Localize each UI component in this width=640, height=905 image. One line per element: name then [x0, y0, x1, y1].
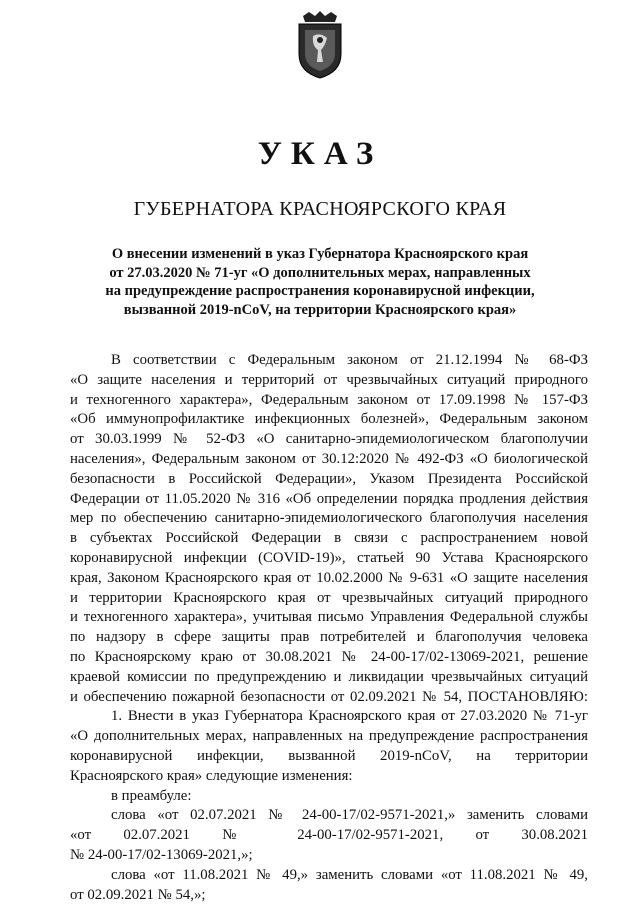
- document-heading: [70, 245, 570, 319]
- body-line: слова «от 02.07.2021 № 24-00-17/02-9571-2021,» заменить словами: [111, 807, 588, 824]
- body-line: от 02.09.2021 № 54,»;: [70, 886, 206, 903]
- document-body: [70, 351, 588, 905]
- body-line: и территории Красноярского края от чрезвычайных ситуаций природного: [70, 589, 588, 606]
- body-line: безопасности в Российской Федерации», Указом Президента Российской: [70, 470, 588, 487]
- body-line: слова «от 11.08.2021 № 49,» заменить словами «от 11.08.2021 № 49,: [111, 866, 588, 883]
- body-line: по надзору в сфере защиты прав потребителей и благополучия человека: [70, 629, 588, 646]
- body-line: В соответствии с Федеральным законом от 21.12.1994 № 68-ФЗ: [111, 352, 588, 368]
- body-line: и обеспечению пожарной безопасности от 02.09.2021 № 54, ПОСТАНОВЛЯЮ:: [70, 688, 588, 705]
- body-line: населения», Федеральным законом от 30.12:2020 № 492-ФЗ «О биологической: [70, 450, 588, 467]
- body-line: «О дополнительных мерах, направленных на предупреждение распространения: [70, 728, 588, 745]
- body-line: «Об иммунопрофилактике инфекционных болезней», Федеральным законом: [70, 411, 588, 428]
- body-line: коронавирусной инфекции, вызванной 2019-nCoV, на территории: [70, 747, 588, 764]
- body-line: коронавирусной инфекции (COVID-19)», статьей 90 Устава Красноярского: [70, 549, 588, 566]
- heading-line: О внесении изменений в указ Губернатора Красноярского края: [111, 246, 529, 262]
- body-line: «О защите населения и территорий от чрезвычайных ситуаций природного: [70, 371, 588, 388]
- heading-line: на предупреждение распространения коронавирусной инфекции,: [105, 283, 535, 299]
- body-line: «от 02.07.2021 № 24-00-17/02-9571-2021, от 30.08.2021: [70, 827, 588, 844]
- body-line: 1. Внести в указ Губернатора Красноярского края от 27.03.2020 № 71-уг: [111, 708, 588, 725]
- document-issuer: ГУБЕРНАТОРА КРАСНОЯРСКОГО КРАЯ: [133, 198, 507, 220]
- body-line: края, Законом Красноярского края от 10.02.2000 № 9-631 «О защите населения: [70, 569, 588, 586]
- body-line: в субъектах Российской Федерации в связи с распространением новой: [70, 530, 588, 547]
- body-line: и техногенного характера», Федеральным законом от 17.09.1998 № 157-ФЗ: [70, 391, 588, 408]
- document-title: УКАЗ: [257, 136, 383, 172]
- body-line: в преамбуле:: [111, 787, 192, 804]
- body-line: Красноярского края» следующие изменения:: [70, 767, 353, 784]
- heading-line: от 27.03.2020 № 71-уг «О дополнительных мерах, направленных: [109, 264, 531, 281]
- body-line: мер по обеспечению санитарно-эпидемиологического благополучия населения: [70, 510, 588, 527]
- heading-line: вызванной 2019-nCoV, на территории Красноярского края»: [123, 301, 517, 318]
- body-line: № 24-00-17/02-13069-2021,»;: [70, 846, 253, 863]
- body-line: по Красноярскому краю от 30.08.2021 № 24-00-17/02-13069-2021, решение: [70, 648, 588, 665]
- body-line: от 30.03.1999 № 52-ФЗ «О санитарно-эпидемиологическом благополучии: [70, 431, 588, 448]
- body-line: Федерации от 11.05.2020 № 316 «Об определении порядка продления действия: [70, 490, 588, 507]
- coat-of-arms-emblem: [295, 10, 345, 80]
- body-line: и техногенного характера», учитывая письмо Управления Федеральной службы: [70, 609, 588, 626]
- body-line: краевой комиссии по предупреждению и ликвидации чрезвычайных ситуаций: [70, 668, 588, 685]
